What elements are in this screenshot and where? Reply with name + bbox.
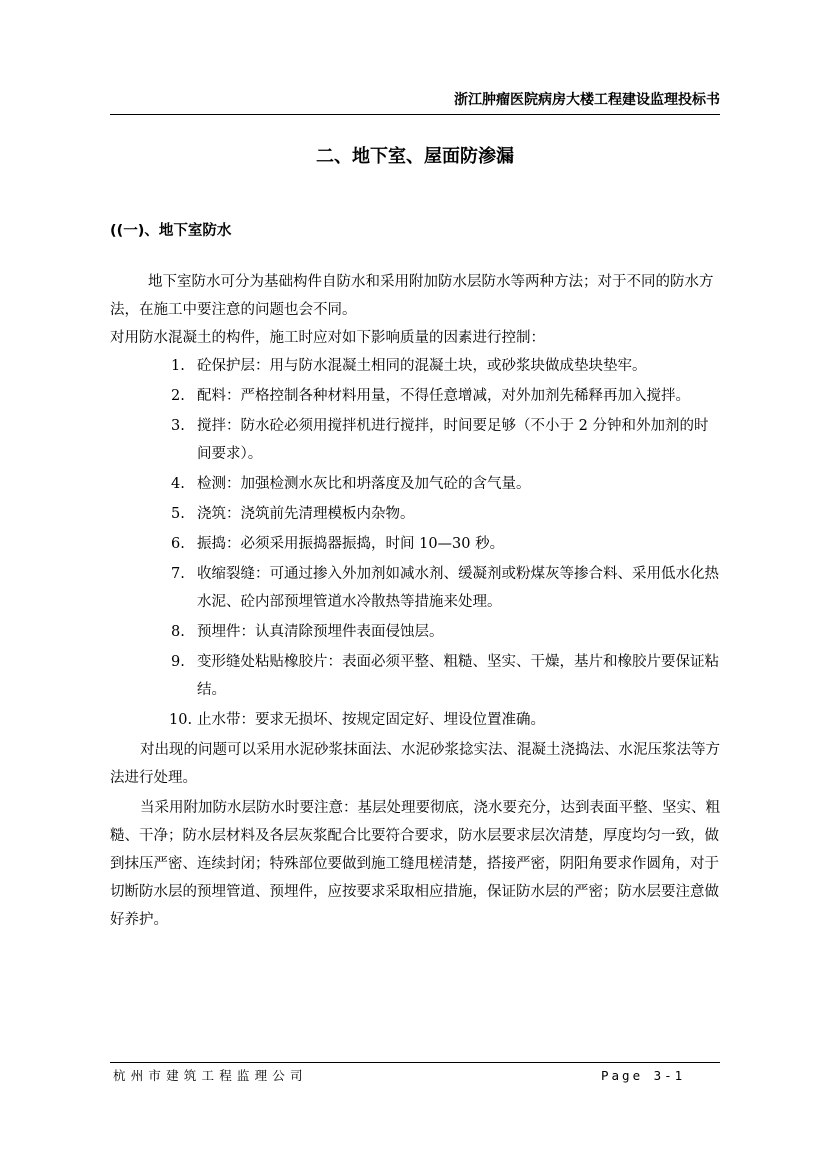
list-item-text: 收缩裂缝：可通过掺入外加剂如减水剂、缓凝剂或粉煤灰等掺合料、采用低水化热水泥、砼内部预埋管道水冷散热等措施来处理。: [197, 566, 719, 610]
list-item-text: 检测：加强检测水灰比和坍落度及加气砼的含气量。: [197, 476, 531, 492]
remedy-paragraph: 对出现的问题可以采用水泥砂浆抹面法、水泥砂浆捻实法、混凝土浇捣法、水泥压浆法等方法进行处理。: [110, 742, 720, 786]
list-item-number: 9.: [171, 654, 185, 670]
footer-divider: [110, 1062, 720, 1063]
list-item-text: 浇筑：浇筑前先清理模板内杂物。: [197, 506, 415, 522]
list-item-number: 10.: [169, 712, 193, 728]
list-item: [110, 412, 720, 468]
list-item-number: 6.: [171, 536, 185, 552]
list-item: [110, 648, 720, 704]
list-item: [110, 530, 720, 558]
list-item-number: 2.: [171, 388, 185, 404]
list-item: [110, 500, 720, 528]
list-item-text: 预埋件：认真清除预埋件表面侵蚀层。: [197, 624, 444, 640]
footer-company: 杭州市建筑工程监理公司: [113, 1068, 308, 1083]
body-content: [110, 268, 720, 934]
header-divider: [110, 114, 720, 115]
list-item-text: 振捣：必须采用振捣器振捣，时间 10—30 秒。: [197, 536, 505, 552]
section-heading: ((一)、地下室防水: [110, 223, 232, 239]
page-number: Page 3-1: [601, 1068, 686, 1083]
page-title: 二、地下室、屋面防渗漏: [316, 146, 514, 167]
list-item: [110, 352, 720, 380]
list-item-number: 7.: [171, 566, 185, 582]
lead-paragraph: 对用防水混凝土的构件，施工时应对如下影响质量的因素进行控制：: [110, 330, 545, 346]
list-item: [110, 560, 720, 616]
list-item-number: 3.: [171, 418, 185, 434]
list-item-number: 8.: [171, 624, 185, 640]
list-item: [110, 470, 720, 498]
list-item-number: 5.: [171, 506, 185, 522]
list-item-text: 止水带：要求无损坏、按规定固定好、埋设位置准确。: [197, 712, 545, 728]
list-item: [110, 618, 720, 646]
list-item-number: 4.: [171, 476, 185, 492]
control-factor-list: [110, 352, 720, 734]
running-header: 浙江肿瘤医院病房大楼工程建设监理投标书: [454, 92, 720, 108]
list-item-text: 砼保护层：用与防水混凝土相同的混凝土块，或砂浆块做成垫块垫牢。: [197, 358, 647, 374]
waterproof-layer-paragraph: 当采用附加防水层防水时要注意：基层处理要彻底，浇水要充分，达到表面平整、坚实、粗糙、干净；防水层材料及各层灰浆配合比要符合要求，防水层要求层次清楚，厚度均匀一致，做到抹压严密、连续封闭；特殊部位要做到施工缝甩槎清楚，搭接严密，阴阳角要求作圆角，对于切断防水层的预埋管道、预埋件，应按要求采取相应措施，保证防水层的严密；防水层要注意做好养护。: [110, 800, 720, 928]
list-item-text: 配料：严格控制各种材料用量，不得任意增减，对外加剂先稀释再加入搅拌。: [197, 388, 690, 404]
list-item-number: 1.: [171, 358, 185, 374]
list-item: [110, 382, 720, 410]
list-item: [110, 706, 720, 734]
list-item-text: 搅拌：防水砼必须用搅拌机进行搅拌，时间要足够（不小于 2 分钟和外加剂的时间要求）。: [197, 418, 709, 462]
intro-paragraph: 地下室防水可分为基础构件自防水和采用附加防水层防水等两种方法；对于不同的防水方法，在施工中要注意的问题也会不同。: [110, 274, 714, 318]
list-item-text: 变形缝处粘贴橡胶片：表面必须平整、粗糙、坚实、干燥，基片和橡胶片要保证粘结。: [197, 654, 719, 698]
